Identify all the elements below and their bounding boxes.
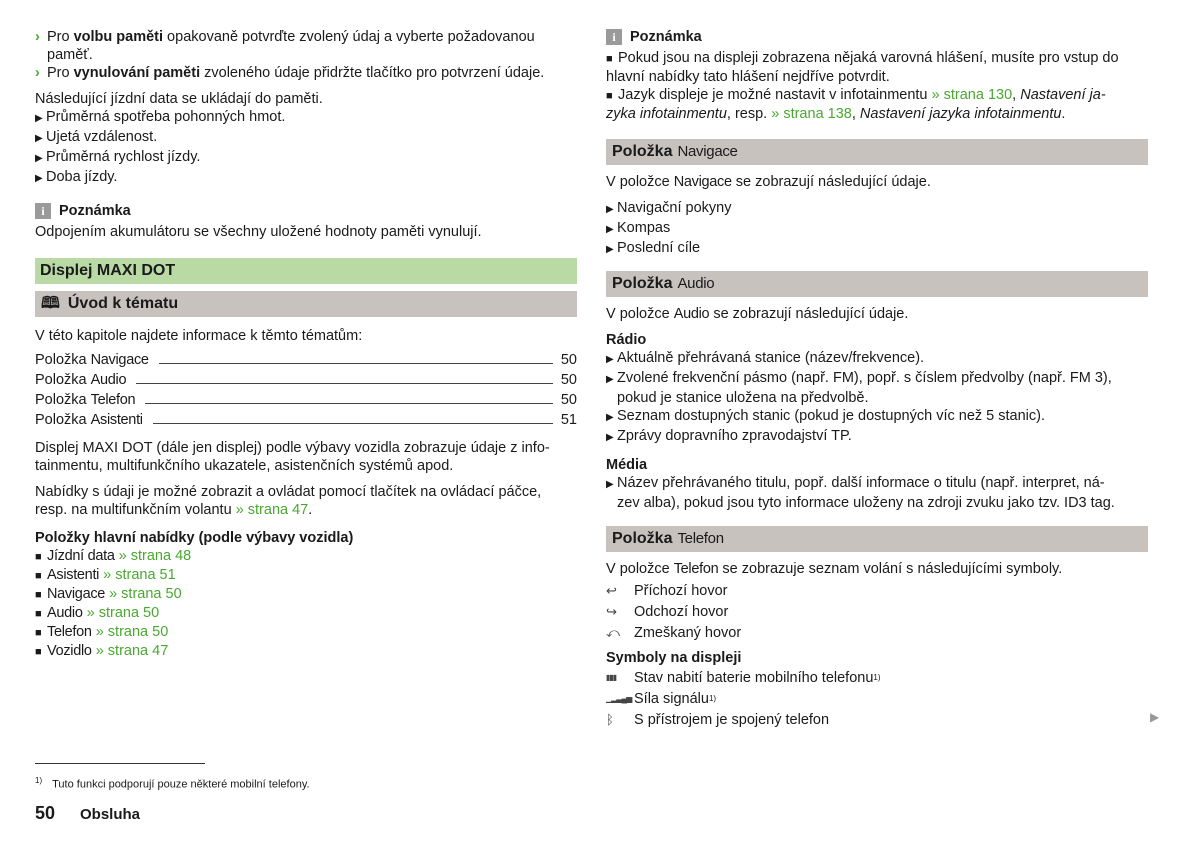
display-symbol-row bbox=[606, 709, 1148, 730]
page-link[interactable]: » strana 50 bbox=[86, 605, 160, 621]
square-bullet-icon: ■ bbox=[606, 90, 613, 102]
triangle-bullet-icon: ▶ bbox=[606, 374, 614, 385]
battery-icon: ▮▮▮ bbox=[606, 672, 617, 682]
bluetooth-icon: ᛒ bbox=[606, 711, 614, 727]
intro-text: se zobrazují následující údaje. bbox=[709, 306, 909, 322]
triangle-bullet-icon: ▶ bbox=[606, 412, 614, 423]
list-item-text: Navigační pokyny bbox=[617, 200, 732, 216]
list-item-text: pokud je stanice uložena na předvolbě. bbox=[617, 390, 869, 406]
page-link[interactable]: » strana 138 bbox=[771, 106, 852, 122]
list-item bbox=[35, 108, 577, 128]
intro-title-band bbox=[35, 291, 577, 317]
intro-text: V této kapitole najdete informace k těmto tématům: bbox=[35, 328, 363, 344]
toc-label bbox=[35, 411, 143, 429]
list-item-text: Aktuálně přehrávaná stanice (název/frekvence). bbox=[617, 350, 925, 366]
section-band-name: Navigace bbox=[677, 143, 738, 160]
note-text: Odpojením akumulátoru se všechny uložené hodnoty paměti vynulují. bbox=[35, 224, 482, 240]
media-title: Média bbox=[606, 457, 648, 473]
symbol-label: Příchozí hovor bbox=[634, 582, 728, 599]
triangle-bullet-icon: ▶ bbox=[35, 153, 43, 164]
paragraph-line: tainmentu, multifunkčního ukazatele, asistenčních systémů apod. bbox=[35, 458, 454, 474]
page-link[interactable]: » strana 50 bbox=[109, 586, 182, 602]
menu-item-name: Asistenti bbox=[47, 567, 100, 583]
list-item-text: Poslední cíle bbox=[617, 240, 701, 256]
step-bold: vynulování paměti bbox=[73, 65, 201, 81]
page-link[interactable]: » strana 48 bbox=[118, 548, 192, 564]
page-link[interactable]: » strana 51 bbox=[103, 567, 176, 583]
triangle-bullet-icon: ▶ bbox=[606, 432, 614, 443]
toc-prefix: Položka bbox=[35, 352, 91, 368]
section-band-label: Položka bbox=[612, 143, 673, 160]
note-line: hlavní nabídky tato hlášení nejdříve potvrdit. bbox=[606, 69, 890, 85]
list-item-text: Název přehrávaného titulu, popř. další informace o titulu (např. interpret, ná- bbox=[617, 475, 1105, 491]
toc-list bbox=[35, 349, 577, 429]
signal-icon: ▁▂▃▄▅ bbox=[606, 693, 632, 703]
menu-item bbox=[35, 623, 577, 642]
toc-label bbox=[35, 391, 135, 409]
intro-text: V položce bbox=[606, 561, 674, 577]
toc-prefix: Položka bbox=[35, 412, 91, 428]
list-item bbox=[606, 199, 1148, 219]
step-text: opakovaně potvrďte zvolený údaj a vyberte požadovanou bbox=[163, 29, 535, 45]
paragraph-line: Nabídky s údaji je možné zobrazit a ovládat pomocí tlačítek na ovládací páčce, bbox=[35, 484, 542, 500]
footnote-text: Tuto funkci podporují pouze některé mobilní telefony. bbox=[52, 778, 310, 791]
section-intro bbox=[606, 560, 1148, 578]
page-link[interactable]: » strana 50 bbox=[95, 624, 169, 640]
menu-item-name: Jízdní data bbox=[47, 548, 115, 564]
section-band-name: Telefon bbox=[677, 530, 724, 547]
triangle-bullet-icon: ▶ bbox=[606, 479, 614, 490]
section-title-band bbox=[35, 258, 577, 284]
call-symbol-row bbox=[606, 622, 1148, 643]
triangle-bullet-icon: ▶ bbox=[35, 113, 43, 124]
toc-page: 50 bbox=[560, 352, 577, 368]
list-item bbox=[606, 474, 1148, 512]
square-bullet-icon: ■ bbox=[35, 646, 42, 658]
menu-item bbox=[35, 604, 577, 623]
list-item-text: Zvolené frekvenční pásmo (např. FM), popř. s číslem předvolby (např. FM 3), bbox=[617, 370, 1112, 386]
menu-item-name: Telefon bbox=[47, 624, 92, 640]
note-italic: Nastavení ja- bbox=[1020, 87, 1106, 103]
symbol-label: Síla signálu bbox=[634, 690, 709, 707]
note-line: . bbox=[1061, 106, 1066, 122]
list-item bbox=[35, 168, 577, 188]
square-bullet-icon: ■ bbox=[35, 608, 42, 620]
list-item-text: Kompas bbox=[617, 220, 671, 236]
section-intro bbox=[606, 173, 1148, 191]
intro-text: se zobrazuje seznam volání s následujícími symboly. bbox=[718, 561, 1063, 577]
list-item-text: zev alba), pokud jsou tyto informace uloženy na zdroji zvuku jako tzv. ID3 tag. bbox=[617, 495, 1115, 511]
radio-title: Rádio bbox=[606, 332, 647, 348]
section-title: Displej MAXI DOT bbox=[40, 262, 176, 279]
triangle-bullet-icon: ▶ bbox=[606, 354, 614, 365]
call-symbol-row bbox=[606, 601, 1148, 622]
section-intro bbox=[606, 305, 1148, 323]
page-section: Obsluha bbox=[80, 806, 141, 823]
footnote-ref: 1) bbox=[873, 672, 881, 682]
toc-label bbox=[35, 351, 149, 369]
symbol-label: S přístrojem je spojený telefon bbox=[634, 711, 830, 728]
triangle-bullet-icon: ▶ bbox=[35, 173, 43, 184]
menu-title: Položky hlavní nabídky (podle výbavy vozidla) bbox=[35, 530, 354, 546]
toc-prefix: Položka bbox=[35, 372, 91, 388]
note-line: , resp. bbox=[726, 106, 772, 122]
right-column bbox=[606, 28, 1148, 730]
triangle-bullet-icon: ▶ bbox=[606, 204, 614, 215]
toc-row[interactable] bbox=[35, 349, 577, 369]
paragraph-line: resp. na multifunkčním volantu bbox=[35, 502, 236, 518]
display-symbol-row bbox=[606, 667, 1148, 688]
info-icon: i bbox=[606, 29, 622, 45]
square-bullet-icon: ■ bbox=[35, 589, 42, 601]
list-item-text: Průměrná spotřeba pohonných hmot. bbox=[46, 109, 286, 125]
note-text bbox=[606, 86, 1148, 123]
footnote-mark: 1) bbox=[35, 776, 43, 785]
toc-name: Telefon bbox=[90, 392, 136, 408]
book-icon: 🕮 bbox=[41, 295, 60, 312]
step-arrow-icon: › bbox=[35, 29, 40, 45]
list-item-text: Seznam dostupných stanic (pokud je dostupných víc než 5 stanic). bbox=[617, 408, 1045, 424]
section-band-audio bbox=[606, 271, 1148, 297]
intro-name: Telefon bbox=[673, 561, 719, 577]
symbol-label: Stav nabití baterie mobilního telefonu bbox=[634, 669, 874, 686]
left-column bbox=[35, 28, 577, 661]
intro-text: V položce bbox=[606, 306, 674, 322]
menu-item bbox=[35, 642, 577, 661]
list-item bbox=[606, 219, 1148, 239]
footnote-ref: 1) bbox=[708, 693, 717, 703]
toc-label bbox=[35, 371, 126, 389]
section-band-phone bbox=[606, 526, 1148, 552]
square-bullet-icon: ■ bbox=[35, 551, 42, 563]
note-heading bbox=[35, 202, 577, 220]
page-link[interactable]: » strana 47 bbox=[235, 502, 309, 518]
outgoing-call-icon: ↪ bbox=[606, 603, 617, 619]
page-number: 50 bbox=[35, 803, 56, 823]
step-arrow-icon: › bbox=[35, 65, 40, 81]
list-item bbox=[606, 369, 1148, 407]
note-text bbox=[606, 49, 1148, 86]
triangle-bullet-icon: ▶ bbox=[35, 133, 43, 144]
square-bullet-icon: ■ bbox=[35, 570, 42, 582]
toc-row[interactable] bbox=[35, 389, 577, 409]
triangle-bullet-icon: ▶ bbox=[606, 244, 614, 255]
list-item-text: Zprávy dopravního zpravodajství TP. bbox=[617, 428, 852, 444]
step-text: Pro bbox=[47, 65, 74, 81]
paragraph bbox=[35, 439, 577, 475]
section-band-navigation bbox=[606, 139, 1148, 165]
note-title: Poznámka bbox=[59, 203, 131, 219]
toc-name: Audio bbox=[90, 372, 127, 388]
toc-prefix: Položka bbox=[35, 392, 91, 408]
triangle-bullet-icon: ▶ bbox=[606, 224, 614, 235]
intro-title: Úvod k tématu bbox=[67, 295, 179, 312]
toc-page: 50 bbox=[560, 392, 577, 408]
step-text: paměť. bbox=[47, 47, 93, 63]
note-italic: Nastavení jazyka infotainmentu bbox=[859, 106, 1062, 122]
list-item bbox=[606, 239, 1148, 259]
note-line: Pokud jsou na displeji zobrazena nějaká varovná hlášení, musíte pro vstup do bbox=[618, 50, 1119, 66]
step-memory-reset bbox=[35, 64, 577, 82]
note-line: , bbox=[1012, 87, 1021, 103]
note-line: Jazyk displeje je možné nastavit v infotainmentu bbox=[618, 87, 932, 103]
paragraph bbox=[35, 483, 577, 519]
toc-name: Navigace bbox=[90, 352, 149, 368]
incoming-call-icon: ↩ bbox=[606, 582, 617, 598]
continue-arrow-icon: ▶ bbox=[1150, 710, 1160, 724]
step-bold: volbu paměti bbox=[73, 29, 164, 45]
section-band-name: Audio bbox=[677, 275, 715, 292]
toc-row[interactable] bbox=[35, 369, 577, 389]
section-band-label: Položka bbox=[612, 275, 673, 292]
menu-item-name: Navigace bbox=[47, 586, 106, 602]
toc-name: Asistenti bbox=[90, 412, 143, 428]
toc-page: 51 bbox=[560, 412, 577, 428]
paragraph-line: Displej MAXI DOT (dále jen displej) podle výbavy vozidla zobrazuje údaje z info- bbox=[35, 440, 550, 456]
menu-item-name: Audio bbox=[47, 605, 83, 621]
list-item-text: Průměrná rychlost jízdy. bbox=[46, 149, 201, 165]
section-band-label: Položka bbox=[612, 530, 673, 547]
page-link[interactable]: » strana 47 bbox=[95, 643, 169, 659]
toc-leader bbox=[159, 363, 553, 364]
toc-leader bbox=[136, 383, 553, 384]
step-text: Pro bbox=[47, 29, 74, 45]
note-italic: zyka infotainmentu bbox=[606, 106, 727, 122]
call-symbol-row bbox=[606, 580, 1148, 601]
note-line: , bbox=[851, 106, 860, 122]
list-item bbox=[606, 407, 1148, 427]
list-item-text: Doba jízdy. bbox=[46, 169, 118, 185]
display-symbol-row bbox=[606, 688, 1148, 709]
toc-leader bbox=[145, 403, 553, 404]
symbol-label: Zmeškaný hovor bbox=[634, 624, 742, 641]
square-bullet-icon: ■ bbox=[35, 627, 42, 639]
footnote-divider bbox=[35, 763, 205, 764]
missed-call-icon: ⤺ bbox=[606, 624, 620, 640]
intro-name: Audio bbox=[673, 306, 710, 322]
toc-page: 50 bbox=[560, 372, 577, 388]
menu-item-name: Vozidlo bbox=[47, 643, 92, 659]
info-icon: i bbox=[35, 203, 51, 219]
stored-intro: Následující jízdní data se ukládají do paměti. bbox=[35, 91, 323, 107]
toc-row[interactable] bbox=[35, 409, 577, 429]
list-item-text: Ujetá vzdálenost. bbox=[46, 129, 158, 145]
menu-item bbox=[35, 566, 577, 585]
intro-text: se zobrazují následující údaje. bbox=[731, 174, 931, 190]
menu-item bbox=[35, 585, 577, 604]
intro-name: Navigace bbox=[673, 174, 732, 190]
page-link[interactable]: » strana 130 bbox=[931, 87, 1013, 103]
list-item bbox=[35, 148, 577, 168]
list-item bbox=[606, 349, 1148, 369]
note-heading bbox=[606, 28, 1148, 46]
step-text: zvoleného údaje přidržte tlačítko pro potvrzení údaje. bbox=[200, 65, 545, 81]
paragraph-line: . bbox=[308, 502, 313, 518]
menu-item bbox=[35, 547, 577, 566]
symbol-label: Odchozí hovor bbox=[634, 603, 729, 620]
toc-leader bbox=[153, 423, 553, 424]
step-memory-select bbox=[35, 28, 577, 64]
list-item bbox=[606, 427, 1148, 447]
symbols-title: Symboly na displeji bbox=[606, 650, 742, 666]
intro-text: V položce bbox=[606, 174, 674, 190]
square-bullet-icon: ■ bbox=[606, 53, 613, 65]
footnote bbox=[35, 772, 310, 794]
note-title: Poznámka bbox=[630, 29, 702, 45]
list-item bbox=[35, 128, 577, 148]
